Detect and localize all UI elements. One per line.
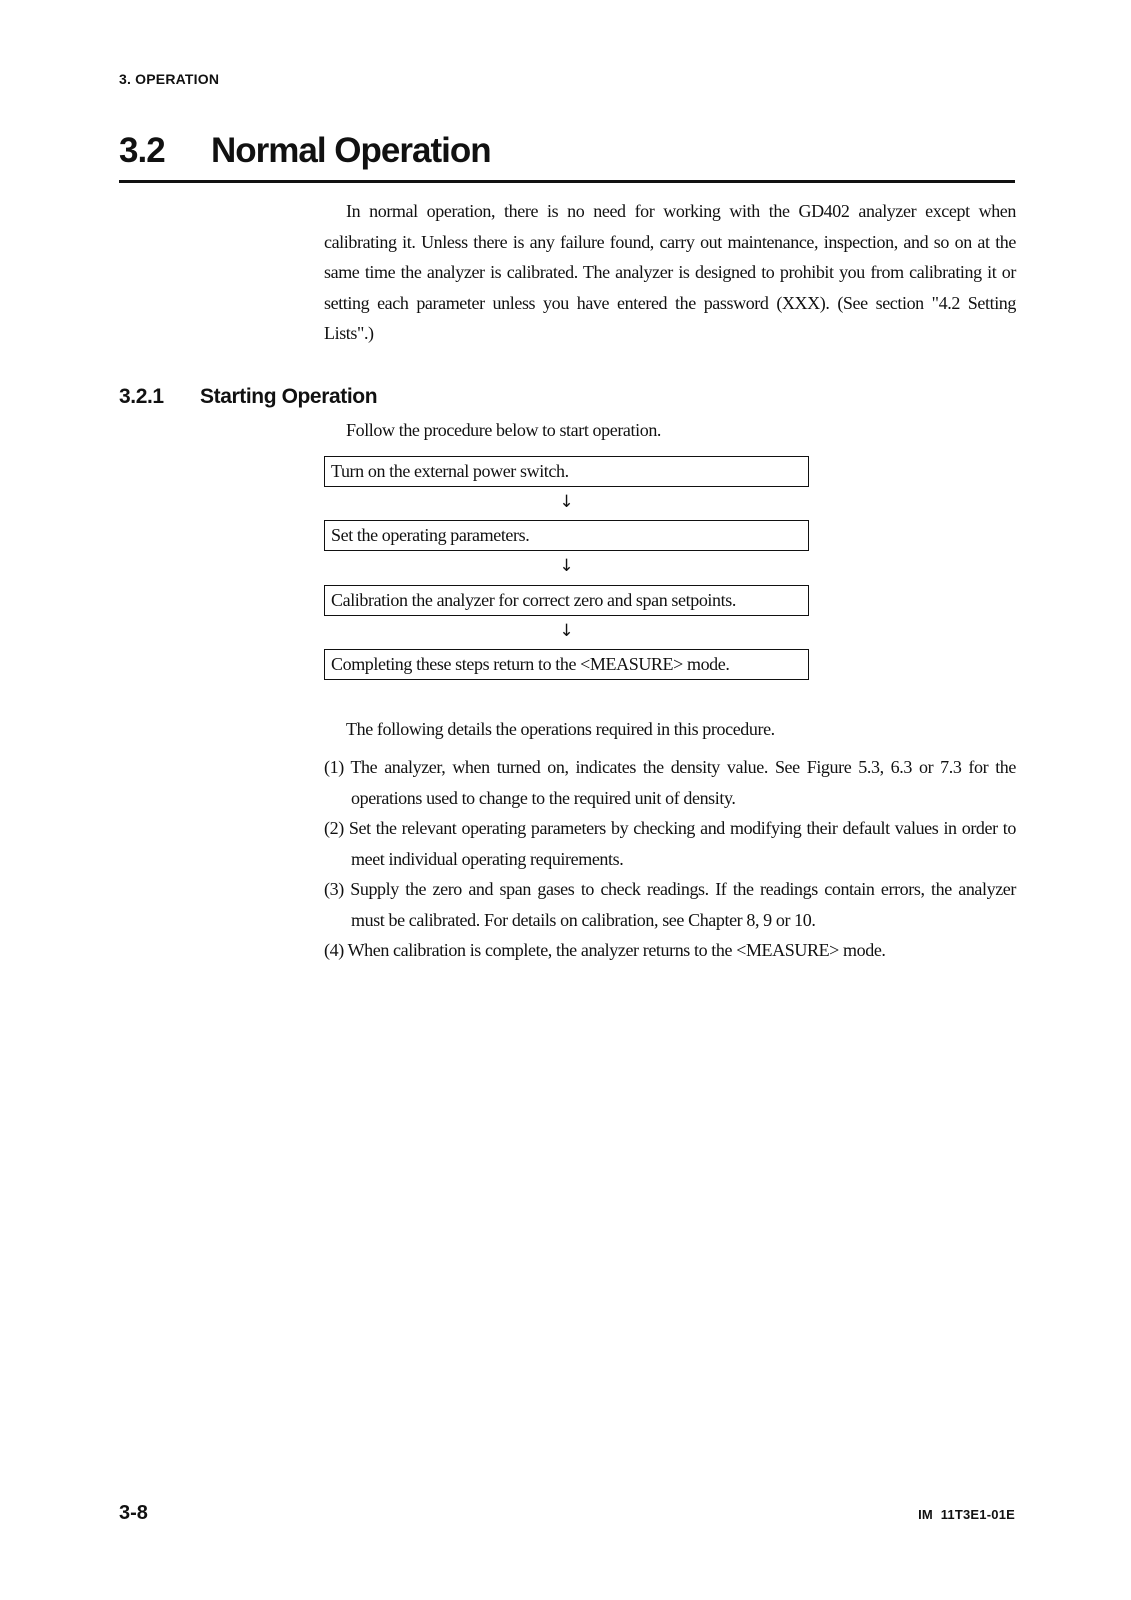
down-arrow-icon: ↓	[559, 492, 574, 512]
down-arrow-icon: ↓	[559, 621, 574, 641]
list-item: (1) The analyzer, when turned on, indicates the density value. See Figure 5.3, 6.3 or 7.3 for the operations used to change to the required unit of density.	[324, 757, 1016, 808]
flow-step-1: Turn on the external power switch.	[324, 456, 809, 487]
section-heading	[119, 130, 1015, 183]
flow-step-2: Set the operating parameters.	[324, 520, 809, 551]
running-head: 3. OPERATION	[119, 71, 220, 87]
flow-step-3: Calibration the analyzer for correct zero and span setpoints.	[324, 585, 809, 616]
down-arrow-icon: ↓	[559, 556, 574, 576]
intro-paragraph: In normal operation, there is no need for working with the GD402 analyzer except when calibrating it. Unless there is any failure found, carry out maintenance, inspection, and so on at the same time the analyzer is calibrated. The analyzer is designed to prohibit you from calibrating it or setting each parameter unless you have entered the password (XXX). (See section "4.2 Setting Lists".)	[324, 201, 1016, 343]
page-number: 3-8	[119, 1502, 148, 1524]
details-lead: The following details the operations required in this procedure.	[346, 719, 775, 739]
document-id: IM 11T3E1-01E	[918, 1507, 1015, 1522]
list-item: (3) Supply the zero and span gases to check readings. If the readings contain errors, the analyzer must be calibrated. For details on calibration, see Chapter 8, 9 or 10.	[324, 879, 1016, 930]
list-item: (4) When calibration is complete, the analyzer returns to the <MEASURE> mode.	[324, 940, 886, 960]
procedure-lead: Follow the procedure below to start operation.	[346, 420, 662, 440]
section-title: Normal Operation	[211, 131, 491, 170]
section-number: 3.2	[119, 131, 165, 170]
subsection-number: 3.2.1	[119, 385, 164, 408]
subsection-title: Starting Operation	[200, 385, 378, 408]
flow-step-4: Completing these steps return to the <MEASURE> mode.	[324, 649, 809, 680]
list-item: (2) Set the relevant operating parameters by checking and modifying their default values in order to meet individual operating requirements.	[324, 818, 1016, 869]
operation-steps-list	[324, 752, 1016, 966]
